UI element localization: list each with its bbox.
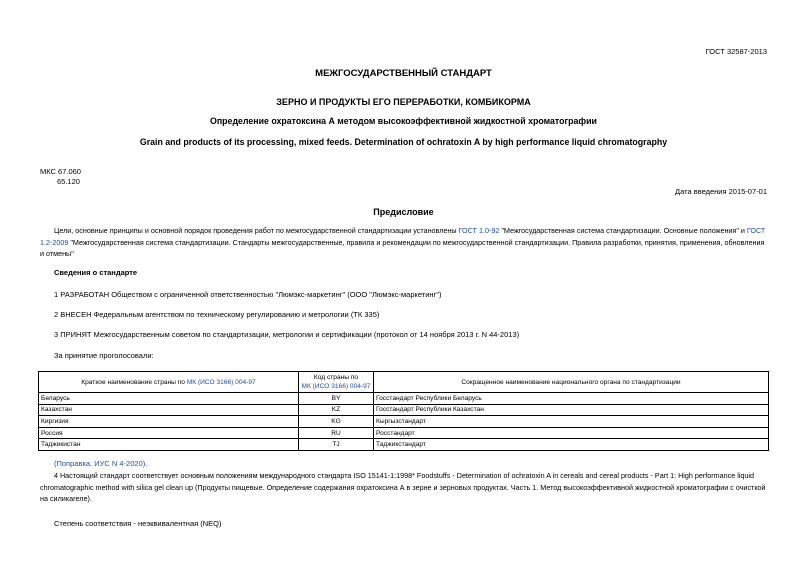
mks-code-2: 65.120	[57, 177, 80, 186]
standard-info-heading: Сведения о стандарте	[54, 268, 138, 277]
item-4-conformity-paragraph: 4 Настоящий стандарт соответствует основным положениям международного стандарта ISO 15141-1:1998* Foodstuffs - Determination of ochratoxin A in cereals and cereal products - Part 1: High performance liquid chromatographic method with silica gel clean up (Продукты пищевые. Определение содержания охратоксина А в зерне и зерновых продуктах. Часть 1. Метод высокоэффективной жидкостной хроматографии с очисткой на силикагеле).	[40, 471, 766, 503]
document-code: ГОСТ 32587-2013	[705, 47, 767, 56]
column-header-code: Код страны по МК (ИСО 3166) 004-97	[299, 372, 374, 393]
table-row: Киргизия KG Кыргызстандарт	[39, 416, 769, 428]
gost-1-0-92-link[interactable]: ГОСТ 1.0-92	[458, 226, 500, 235]
preface-paragraph: Цели, основные принципы и основной порядок проведения работ по межгосударственной стандартизации установлены ГОСТ 1.0-92 "Межгосударственная система стандартизации. Основные положения" и ГОСТ 1.2-2009 "Межгосударственная система стандартизации. Стандарты межгосударственные, правила и рекомендации по межгосударственной стандартизации. Правила разработки, принятия, применения, обновления и отмены"	[40, 226, 766, 258]
mks-code-1: МКС 67.060	[40, 167, 81, 176]
preface-heading: Предисловие	[373, 207, 434, 217]
title-main: ЗЕРНО И ПРОДУКТЫ ЕГО ПЕРЕРАБОТКИ, КОМБИКОРМА	[276, 97, 531, 107]
table-row: Беларусь BY Госстандарт Республики Беларусь	[39, 393, 769, 405]
amendment-link[interactable]: (Поправка. ИУС N 4-2020).	[54, 459, 148, 468]
table-row: Россия RU Росстандарт	[39, 427, 769, 439]
item-1-developed: 1 РАЗРАБОТАН Обществом с ограниченной ответственностью "Люмэкс-маркетинг" (ООО "Люмэкс-маркетинг")	[54, 290, 442, 299]
standard-type-heading: МЕЖГОСУДАРСТВЕННЫЙ СТАНДАРТ	[315, 68, 492, 79]
column-header-country: Краткое наименование страны по МК (ИСО 3166) 004-97	[39, 372, 299, 393]
title-russian: Определение охратоксина А методом высокоэффективной жидкостной хроматографии	[210, 116, 597, 126]
table-row: Казахстан KZ Госстандарт Республики Казахстан	[39, 404, 769, 416]
table-row: Таджикистан TJ Таджикстандарт	[39, 439, 769, 451]
voted-label: За принятие проголосовали:	[54, 351, 154, 360]
conformity-degree: Степень соответствия - неэквивалентная (NEQ)	[54, 519, 222, 528]
item-2-introduced: 2 ВНЕСЕН Федеральным агентством по техническому регулированию и метрологии (ТК 335)	[54, 310, 380, 319]
mk-iso-3166-link[interactable]: МК (ИСО 3166) 004-97	[186, 378, 256, 386]
mk-iso-3166-code-link[interactable]: МК (ИСО 3166) 004-97	[301, 383, 371, 390]
introduction-date: Дата введения 2015-07-01	[675, 187, 767, 196]
table-header-row	[39, 372, 769, 393]
item-3-adopted: 3 ПРИНЯТ Межгосударственным советом по стандартизации, метрологии и сертификации (протокол от 14 ноября 2013 г. N 44-2013)	[54, 330, 520, 339]
gost-1-2-2009-link[interactable]: ГОСТ 1.2-2009	[40, 226, 766, 247]
column-header-organization: Сокращенное наименование национального органа по стандартизации	[374, 372, 769, 393]
title-english: Grain and products of its processing, mixed feeds. Determination of ochratoxin A by high performance liquid chromatography	[139, 137, 668, 147]
countries-table	[38, 371, 769, 451]
